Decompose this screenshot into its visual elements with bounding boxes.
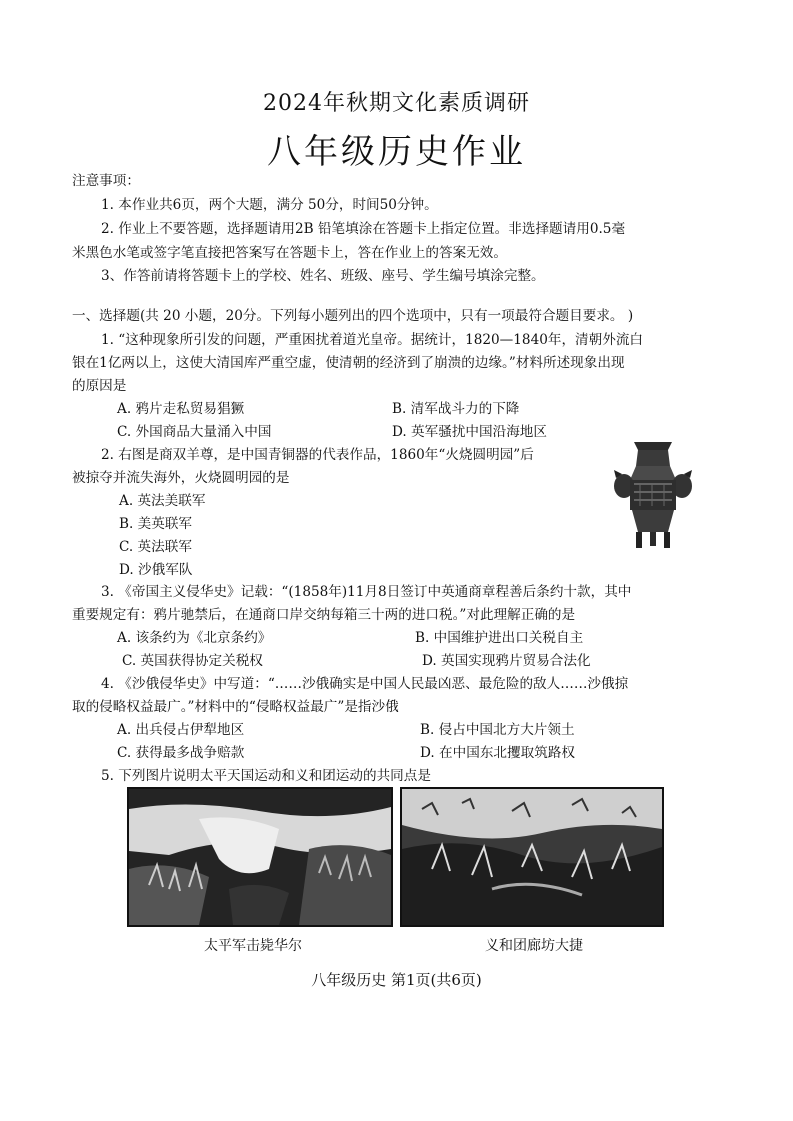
exam-subtitle: 八年级历史作业 — [267, 132, 526, 172]
q2-option-b: B. 美英联军 — [119, 516, 193, 532]
q3-option-c: C. 英国获得协定关税权 — [122, 653, 263, 669]
q1-option-a: A. 鸦片走私贸易猖獗 — [117, 401, 245, 417]
q4-option-d: D. 在中国东北攫取筑路权 — [420, 745, 575, 761]
notice-item-2-line-2: 米黑色水笔或签字笔直接把答案写在答题卡上，答在作业上的答案无效。 — [72, 245, 507, 261]
q4-option-c: C. 获得最多战争赔款 — [117, 745, 245, 761]
q5-stem: 5. 下列图片说明太平天国运动和义和团运动的共同点是 — [101, 768, 431, 784]
q1-option-d: D. 英军骚扰中国沿海地区 — [392, 424, 547, 440]
bronze-vessel-image — [612, 436, 694, 554]
notice-item-3: 3、作答前请将答题卡上的学校、姓名、班级、座号、学生编号填涂完整。 — [101, 268, 545, 284]
notice-item-2-line-1: 2. 作业上不要答题，选择题请用2B 铅笔填涂在答题卡上指定位置。非选择题请用0.5毫 — [101, 221, 626, 237]
section-1-heading: 一、选择题(共 20 小题，20分。下列每小题列出的四个选项中，只有一项最符合题目要求。 ) — [72, 308, 634, 324]
q4-option-b: B. 侵占中国北方大片领土 — [420, 722, 575, 738]
caption-left: 太平军击毙华尔 — [204, 938, 302, 954]
page-footer: 八年级历史 第1页(共6页) — [311, 971, 482, 989]
q3-option-d: D. 英国实现鸦片贸易合法化 — [422, 653, 591, 669]
q2-option-d: D. 沙俄军队 — [119, 562, 193, 578]
q2-option-c: C. 英法联军 — [119, 539, 192, 555]
exam-title: 2024年秋期文化素质调研 — [263, 91, 530, 116]
q2-option-a: A. 英法美联军 — [119, 493, 206, 509]
notice-item-1: 1. 本作业共6页，两个大题，满分 50分，时间50分钟。 — [101, 197, 438, 213]
q2-stem-line-1: 2. 右图是商双羊尊，是中国青铜器的代表作品，1860年“火烧圆明园”后 — [101, 447, 534, 463]
q3-stem-line-2: 重要规定有：鸦片驰禁后，在通商口岸交纳每箱三十两的进口税。”对此理解正确的是 — [72, 607, 576, 623]
caption-right: 义和团廊坊大捷 — [485, 938, 583, 954]
q3-stem-line-1: 3. 《帝国主义侵华史》记载：“(1858年)11月8日签订中英通商章程善后条约十款，其中 — [101, 584, 632, 600]
q1-stem-line-1: 1. “这种现象所引发的问题，严重困扰着道光皇帝。据统计，1820—1840年，清朝外流白 — [101, 332, 644, 348]
q1-option-c: C. 外国商品大量涌入中国 — [117, 424, 272, 440]
notice-heading: 注意事项： — [72, 173, 140, 189]
boxer-battle-image — [400, 787, 664, 927]
q1-stem-line-2: 银在1亿两以上，这使大清国库严重空虚，使清朝的经济到了崩溃的边缘。”材料所述现象出现 — [72, 355, 625, 371]
q3-option-b: B. 中国维护进出口关税自主 — [415, 630, 584, 646]
taiping-battle-image — [127, 787, 393, 927]
q4-stem-line-1: 4. 《沙俄侵华史》中写道：“……沙俄确实是中国人民最凶恶、最危险的敌人……沙俄掠 — [101, 676, 629, 692]
q3-option-a: A. 该条约为《北京条约》 — [117, 630, 272, 646]
q1-stem-line-3: 的原因是 — [72, 378, 127, 394]
q4-option-a: A. 出兵侵占伊犁地区 — [117, 722, 245, 738]
q1-option-b: B. 清军战斗力的下降 — [392, 401, 520, 417]
q2-stem-line-2: 被掠夺并流失海外，火烧圆明园的是 — [72, 470, 290, 486]
q4-stem-line-2: 取的侵略权益最广。”材料中的“侵略权益最广”是指沙俄 — [72, 699, 399, 715]
